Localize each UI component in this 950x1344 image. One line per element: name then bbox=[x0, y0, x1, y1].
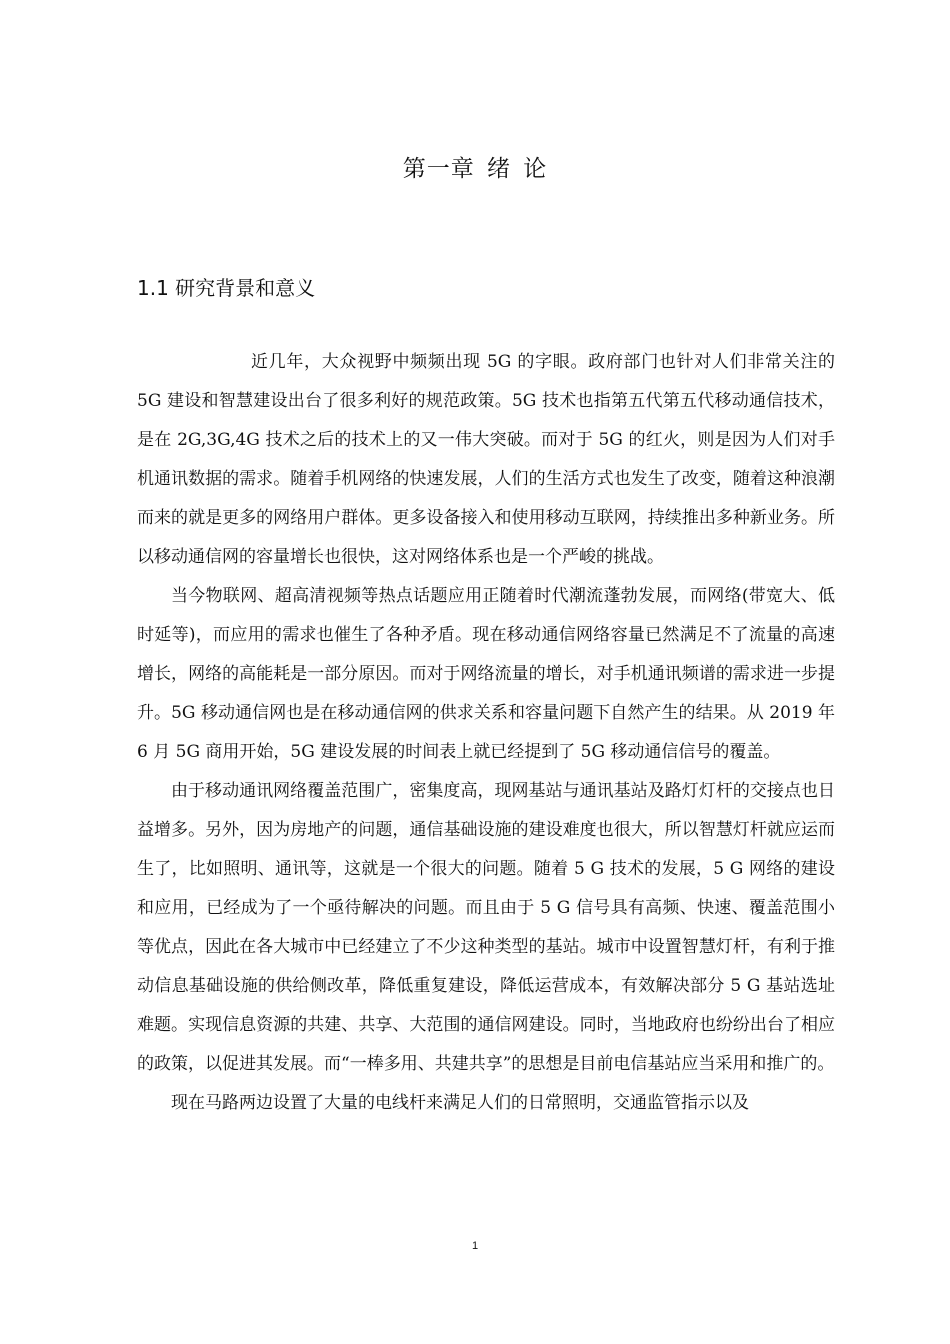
section-heading: 1.1 研究背景和意义 bbox=[137, 276, 316, 300]
chapter-title: 第一章 绪 论 bbox=[402, 156, 548, 182]
body-text bbox=[137, 343, 835, 1123]
paragraph: 当今物联网、超高清视频等热点话题应用正随着时代潮流蓬勃发展，而网络(带宽大、低时延等)，而应用的需求也催生了各种矛盾。现在移动通信网络容量已然满足不了流量的高速增长，网络的高能耗是一部分原因。而对于网络流量的增长，对手机通讯频谱的需求进一步提升。5G 移动通信网也是在移动通信网的供求关系和容量问题下自然产生的结果。从 2019 年 6 月 5G 商用开始，5G 建设发展的时间表上就已经提到了 5G 移动通信信号的覆盖。 bbox=[137, 586, 835, 762]
paragraph: 由于移动通讯网络覆盖范围广，密集度高，现网基站与通讯基站及路灯灯杆的交接点也日益增多。另外，因为房地产的问题，通信基础设施的建设难度也很大，所以智慧灯杆就应运而生了，比如照明、通讯等，这就是一个很大的问题。随着 5 G 技术的发展，5 G 网络的建设和应用，已经成为了一个亟待解决的问题。而且由于 5 G 信号具有高频、快速、覆盖范围小等优点，因此在各大城市中已经建立了不少这种类型的基站。城市中设置智慧灯杆，有利于推动信息基础设施的供给侧改革，降低重复建设，降低运营成本，有效解决部分 5 G 基站选址难题。实现信息资源的共建、共享、大范围的通信网建设。同时，当地政府也纷纷出台了相应的政策，以促进其发展。而“一棒多用、共建共享”的思想是目前电信基站应当采用和推广的。 bbox=[137, 781, 835, 1074]
page-number: 1 bbox=[471, 1240, 479, 1252]
paragraph: 近几年，大众视野中频频出现 5G 的字眼。政府部门也针对人们非常关注的 5G 建设和智慧建设出台了很多利好的规范政策。5G 技术也指第五代第五代移动通信技术，是在 2G,3G,4G 技术之后的技术上的又一伟大突破。而对于 5G 的红火，则是因为人们对手机通讯数据的需求。随着手机网络的快速发展，人们的生活方式也发生了改变，随着这种浪潮而来的就是更多的网络用户群体。更多设备接入和使用移动互联网，持续推出多种新业务。所以移动通信网的容量增长也很快，这对网络体系也是一个严峻的挑战。 bbox=[137, 352, 835, 567]
paragraph: 现在马路两边设置了大量的电线杆来满足人们的日常照明，交通监管指示以及 bbox=[171, 1093, 749, 1113]
